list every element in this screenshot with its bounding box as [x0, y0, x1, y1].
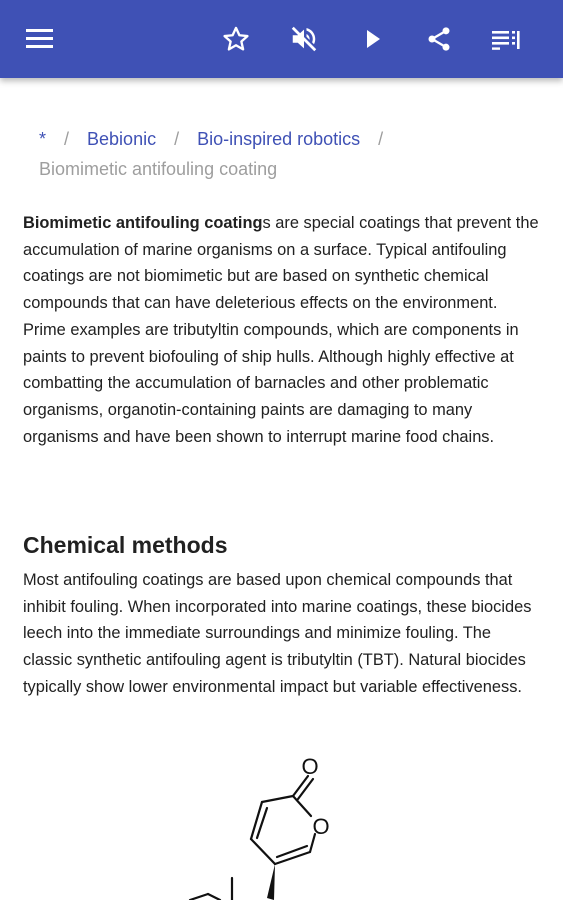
oxygen-atom-label: O: [301, 754, 319, 779]
intro-bold-term: Biomimetic antifouling coating: [23, 214, 263, 232]
menu-icon[interactable]: [20, 19, 60, 59]
article-content: [23, 124, 543, 696]
chemical-structure-figure: [150, 752, 410, 900]
breadcrumb-separator: /: [64, 129, 70, 149]
breadcrumb-separator: /: [378, 129, 384, 149]
breadcrumb-home-link[interactable]: *: [39, 129, 47, 149]
breadcrumb-current: Biomimetic antifouling coating: [39, 159, 278, 179]
oxygen-atom-label: O: [312, 814, 330, 839]
app-toolbar: [0, 0, 563, 78]
section-paragraph: Most antifouling coatings are based upon chemical compounds that inhibit fouling. When incorporated into marine coatings, these biocides leech into the immediate surroundings and minimize fouling. The classic synthetic antifouling agent is tributyltin (TBT). Natural biocides typically show lower environmental impact but variable effectiveness.: [23, 571, 532, 696]
breadcrumb-link-bebionic[interactable]: Bebionic: [87, 129, 157, 149]
star-icon[interactable]: [216, 19, 256, 59]
breadcrumb-separator: /: [174, 129, 180, 149]
share-icon[interactable]: [419, 19, 459, 59]
playlist-icon[interactable]: [486, 19, 526, 59]
breadcrumb: [39, 124, 543, 184]
section-heading: Chemical methods: [23, 532, 228, 558]
volume-off-icon[interactable]: [284, 19, 324, 59]
breadcrumb-link-bio-inspired-robotics[interactable]: Bio-inspired robotics: [197, 129, 361, 149]
play-icon[interactable]: [353, 19, 393, 59]
intro-paragraph: [23, 210, 543, 450]
intro-text: s are special coatings that prevent the accumulation of marine organisms on a surface. Typical antifouling coatings are not biomimetic but are based on synthetic chemical compounds that can have deleterious effects on the environment. Prime examples are tributyltin compounds, which are components in paints to prevent biofouling of ship hulls. Although highly effective at combatting the accumulation of barnacles and other problematic organisms, organotin-containing paints are damaging to many organisms and have been shown to interrupt marine food chains.: [23, 214, 539, 446]
